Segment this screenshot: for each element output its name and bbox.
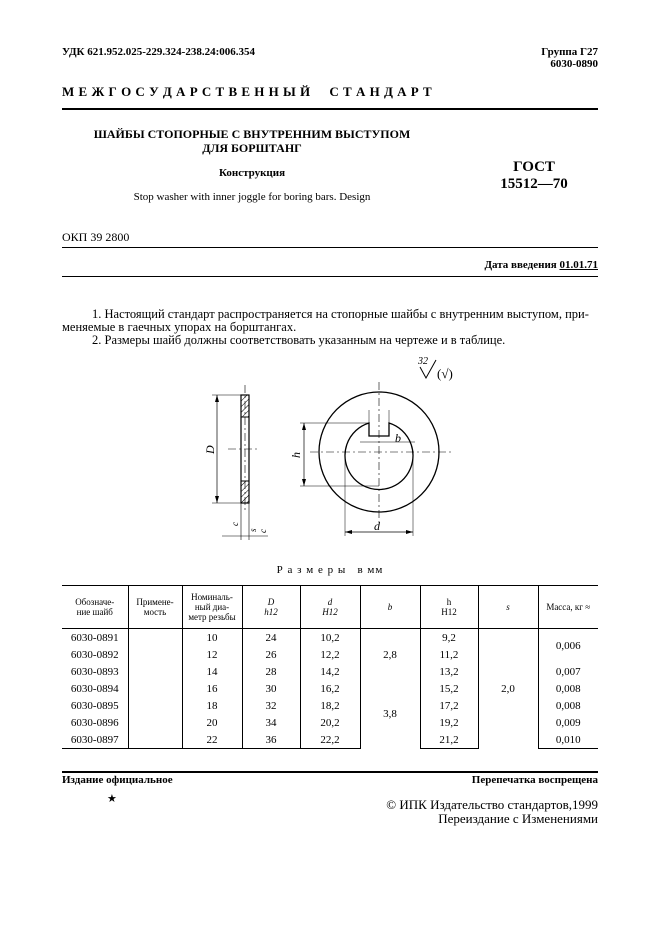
cell-thread: 16 [182, 680, 242, 697]
cell-designation: 6030-0894 [70, 682, 119, 695]
intro-date-label: Дата введения [484, 259, 560, 271]
cell-D: 28 [242, 663, 300, 680]
cell-h: 9,2 [420, 629, 478, 647]
interstate-standard-banner: М Е Ж Г О С У Д А Р С Т В Е Н Н Ы Й С Т А Н Д А Р Т [62, 84, 433, 99]
cell-h: 17,2 [420, 697, 478, 714]
cell-b: 2,8 [360, 629, 420, 681]
intro-date [484, 259, 598, 271]
col-h: h H12 [420, 586, 478, 629]
footer-divider [62, 771, 598, 773]
cell-mass: 0,009 [538, 714, 598, 731]
cell-h: 19,2 [420, 714, 478, 731]
cell-thread: 10 [182, 629, 242, 647]
gost-number: 15512—70 [500, 176, 568, 192]
cell-applicability [128, 697, 182, 714]
star-icon: ★ [107, 793, 117, 805]
subtitle: Конструкция [218, 167, 286, 179]
cell-thread: 12 [182, 646, 242, 663]
cell-d: 22,2 [300, 731, 360, 749]
intro-date-value: 01.01.71 [559, 259, 598, 271]
cell-designation: 6030-0892 [70, 648, 119, 661]
gost-label: ГОСТ [513, 159, 555, 175]
table-row [62, 629, 598, 647]
cell-D: 32 [242, 697, 300, 714]
date-divider [62, 276, 598, 277]
cell-thread: 22 [182, 731, 242, 749]
paragraph-1-line-2: меняемые в гаечных упорах на борштангах. [62, 320, 297, 334]
cell-s: 2,0 [478, 629, 538, 749]
cell-d: 16,2 [300, 680, 360, 697]
cell-mass: 0,007 [538, 663, 598, 680]
col-designation: Обозначе- ние шайб [62, 586, 128, 629]
cell-d: 12,2 [300, 646, 360, 663]
cell-mass: 0,008 [538, 680, 598, 697]
title-line-2: ДЛЯ БОРШТАНГ [202, 141, 302, 155]
col-thread-diameter: Номиналь- ный диа- метр резьбы [182, 586, 242, 629]
dimensions-table [62, 585, 598, 749]
cell-mass: 0,010 [538, 731, 598, 749]
cell-D: 36 [242, 731, 300, 749]
official-edition: Издание официальное [62, 774, 173, 786]
dim-c2-label: c [258, 529, 268, 533]
english-title: Stop washer with inner joggle for boring bars. Design [133, 191, 371, 203]
udk-code: УДК 621.952.025-229.324-238.24:006.354 [62, 46, 255, 58]
cell-designation: 6030-0896 [70, 716, 119, 729]
cell-applicability [128, 714, 182, 731]
side-view [203, 385, 268, 540]
dim-d-label: d [374, 519, 380, 533]
cell-h: 11,2 [420, 646, 478, 663]
cell-applicability [128, 663, 182, 680]
col-mass: Масса, кг ≈ [538, 586, 598, 629]
cell-designation: 6030-0895 [70, 699, 119, 712]
cell-applicability [128, 731, 182, 749]
okp-code: ОКП 39 2800 [62, 230, 130, 244]
cell-designation: 6030-0893 [70, 665, 119, 678]
dim-c1-label: c [230, 522, 240, 526]
cell-b: 3,8 [360, 680, 420, 749]
cell-designation: 6030-0891 [70, 631, 119, 644]
col-d: d H12 [300, 586, 360, 629]
group-label: Группа Г27 [541, 46, 598, 58]
paragraph-2: 2. Размеры шайб должны соответствовать указанным на чертеже и в таблице. [92, 333, 506, 347]
front-view [289, 382, 452, 536]
cell-D: 34 [242, 714, 300, 731]
cell-thread: 14 [182, 663, 242, 680]
cell-thread: 20 [182, 714, 242, 731]
col-applicability: Примене- мость [128, 586, 182, 629]
dim-b-label: b [395, 431, 401, 445]
cell-D: 26 [242, 646, 300, 663]
copyright: © ИПК Издательство стандартов,1999 [386, 797, 598, 812]
col-s: s [478, 586, 538, 629]
col-D: D h12 [242, 586, 300, 629]
col-b: b [360, 586, 420, 629]
dim-D-label: D [203, 445, 217, 454]
table-caption: Р а з м е р ы в мм [276, 564, 384, 576]
cell-h: 13,2 [420, 663, 478, 680]
washer-drawing [190, 350, 490, 560]
cell-h: 15,2 [420, 680, 478, 697]
table-header-row [62, 586, 598, 629]
cell-mass: 0,006 [538, 629, 598, 664]
cell-applicability [128, 646, 182, 663]
dim-h-label: h [289, 452, 303, 458]
cell-h: 21,2 [420, 731, 478, 749]
reissue-note: Переиздание с Изменениями [438, 811, 598, 826]
classification-code: 6030-0890 [550, 58, 598, 70]
cell-d: 18,2 [300, 697, 360, 714]
cell-D: 30 [242, 680, 300, 697]
cell-thread: 18 [182, 697, 242, 714]
paragraph-1-line-1: 1. Настоящий стандарт распространяется на стопорные шайбы с внутренним выступом, при- [92, 307, 589, 321]
reprint-prohibited: Перепечатка воспрещена [471, 774, 598, 786]
cell-applicability [128, 629, 182, 647]
header-divider [62, 108, 598, 110]
cell-D: 24 [242, 629, 300, 647]
cell-d: 14,2 [300, 663, 360, 680]
cell-d: 10,2 [300, 629, 360, 647]
okp-divider [62, 247, 598, 248]
cell-d: 20,2 [300, 714, 360, 731]
cell-applicability [128, 680, 182, 697]
dim-s-label: s [248, 528, 258, 532]
cell-designation: 6030-0897 [62, 731, 128, 749]
roughness-value: 32 [418, 356, 428, 367]
roughness-suffix: (√) [437, 366, 453, 381]
title-line-1: ШАЙБЫ СТОПОРНЫЕ С ВНУТРЕННИМ ВЫСТУПОМ [93, 127, 411, 141]
cell-mass: 0,008 [538, 697, 598, 714]
